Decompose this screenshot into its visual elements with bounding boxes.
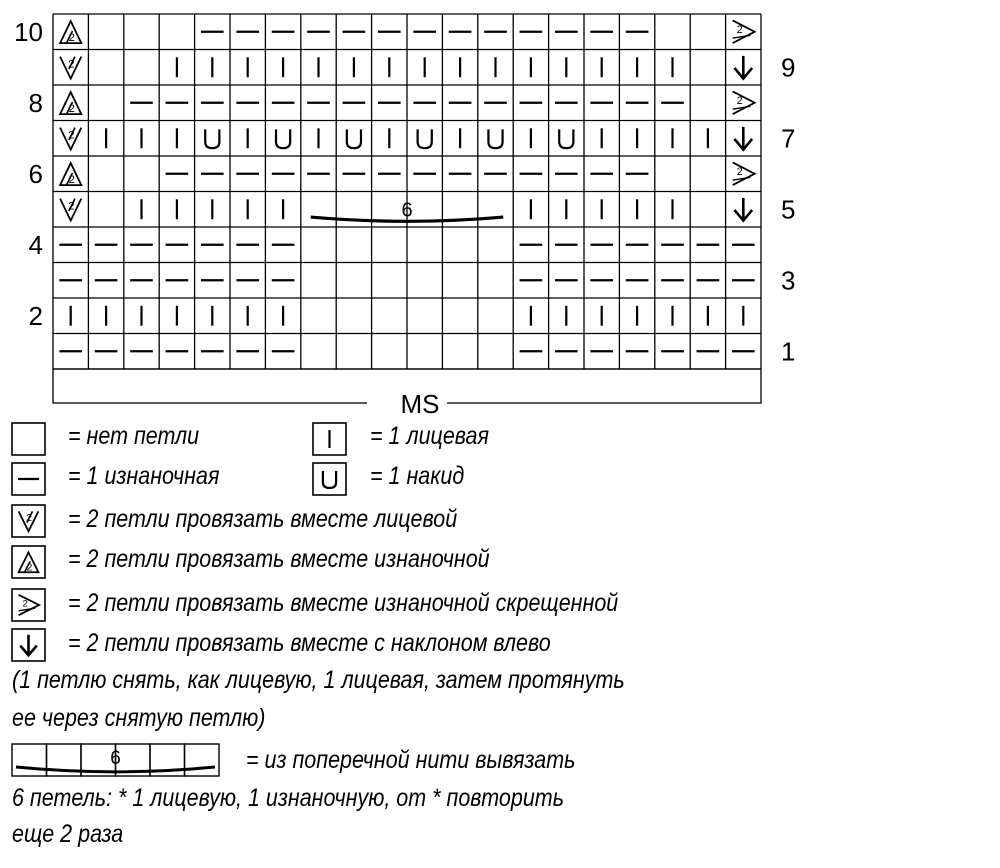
legend-ssk-text: = 2 петли провязать вместе с наклоном влево bbox=[68, 629, 551, 657]
cell-ssk-symbol bbox=[734, 127, 752, 150]
svg-text:2: 2 bbox=[736, 24, 743, 37]
legend-yo-icon bbox=[323, 471, 336, 488]
legend-purl-text: = 1 изнаночная bbox=[68, 462, 220, 490]
row-number-8: 8 bbox=[28, 87, 43, 118]
legend-gather-text: = из поперечной нити вывязать bbox=[246, 746, 576, 774]
legend-ssk-note-line1: (1 петлю снять, как лицевую, 1 лицевая, затем протянуть bbox=[12, 666, 625, 694]
cell-p2tog-symbol bbox=[60, 163, 81, 186]
svg-text:2: 2 bbox=[26, 562, 33, 574]
legend-k2tog-icon bbox=[19, 511, 39, 531]
row-number-6: 6 bbox=[28, 158, 43, 189]
svg-text:2: 2 bbox=[68, 173, 75, 186]
legend-k2tog-text: = 2 петли провязать вместе лицевой bbox=[68, 505, 458, 533]
ms-label: MS bbox=[400, 389, 440, 419]
legend-p2tog-text: = 2 петли провязать вместе изнаночной bbox=[68, 545, 490, 573]
legend-gather-cell bbox=[185, 744, 220, 776]
svg-text:2: 2 bbox=[736, 95, 743, 108]
row-number-5: 5 bbox=[781, 194, 796, 225]
cell-ssk-symbol bbox=[734, 56, 752, 79]
ms-marker bbox=[53, 369, 761, 419]
legend-gather-label: 6 bbox=[110, 747, 121, 769]
cell-yo-symbol bbox=[488, 129, 502, 148]
cell-p2tbl-symbol bbox=[733, 162, 755, 185]
row-number-1: 1 bbox=[781, 336, 796, 367]
legend-p2tog-tbl-text: = 2 петли провязать вместе изнаночной скрещенной bbox=[68, 589, 619, 617]
legend-ssk-icon bbox=[20, 635, 37, 655]
cell-yo-symbol bbox=[418, 129, 432, 148]
svg-text:2: 2 bbox=[22, 598, 28, 610]
row-number-4: 4 bbox=[28, 229, 43, 260]
cell-yo-symbol bbox=[347, 129, 361, 148]
cell-yo-symbol bbox=[205, 129, 219, 148]
legend-yarn-over-text: = 1 накид bbox=[370, 462, 465, 490]
legend-gather-note-line1: 6 петель: * 1 лицевую, 1 изнаночную, от * повторить bbox=[12, 784, 565, 812]
cell-p2tbl-symbol bbox=[733, 20, 755, 43]
cell-k2tog-symbol bbox=[60, 199, 81, 221]
cell-p2tog-symbol bbox=[60, 92, 81, 115]
row-number-2: 2 bbox=[28, 300, 43, 331]
chart-grid bbox=[53, 14, 761, 369]
svg-text:2: 2 bbox=[68, 129, 75, 142]
row-number-10: 10 bbox=[14, 16, 43, 47]
legend-gather-note-line2: еще 2 раза bbox=[12, 820, 124, 848]
cell-k2tog-symbol bbox=[60, 128, 81, 150]
svg-text:2: 2 bbox=[68, 58, 75, 71]
legend-p2tbl-icon bbox=[19, 595, 39, 615]
svg-text:2: 2 bbox=[26, 513, 33, 524]
legend-empty-box bbox=[12, 423, 45, 455]
legend-yo-box bbox=[313, 463, 346, 495]
svg-text:2: 2 bbox=[68, 102, 75, 115]
row-number-7: 7 bbox=[781, 123, 796, 154]
cell-p2tbl-symbol bbox=[733, 91, 755, 114]
gather-label: 6 bbox=[401, 199, 413, 222]
svg-text:2: 2 bbox=[736, 166, 743, 179]
row-number-3: 3 bbox=[781, 265, 796, 296]
legend-empty-text: = нет петли bbox=[68, 422, 200, 450]
cell-yo-symbol bbox=[559, 129, 573, 148]
legend-ssk-note-line2: ее через снятую петлю) bbox=[12, 704, 266, 732]
legend-gather-cell bbox=[12, 744, 47, 776]
cell-ssk-symbol bbox=[734, 198, 752, 221]
cell-k2tog-symbol bbox=[60, 57, 81, 79]
cell-yo-symbol bbox=[276, 129, 290, 148]
svg-text:2: 2 bbox=[68, 200, 75, 213]
legend-knit-text: = 1 лицевая bbox=[370, 422, 489, 450]
legend-p2tog-icon bbox=[19, 552, 39, 573]
cell-p2tog-symbol bbox=[60, 21, 81, 44]
svg-text:2: 2 bbox=[68, 31, 75, 44]
row-number-9: 9 bbox=[781, 52, 796, 83]
